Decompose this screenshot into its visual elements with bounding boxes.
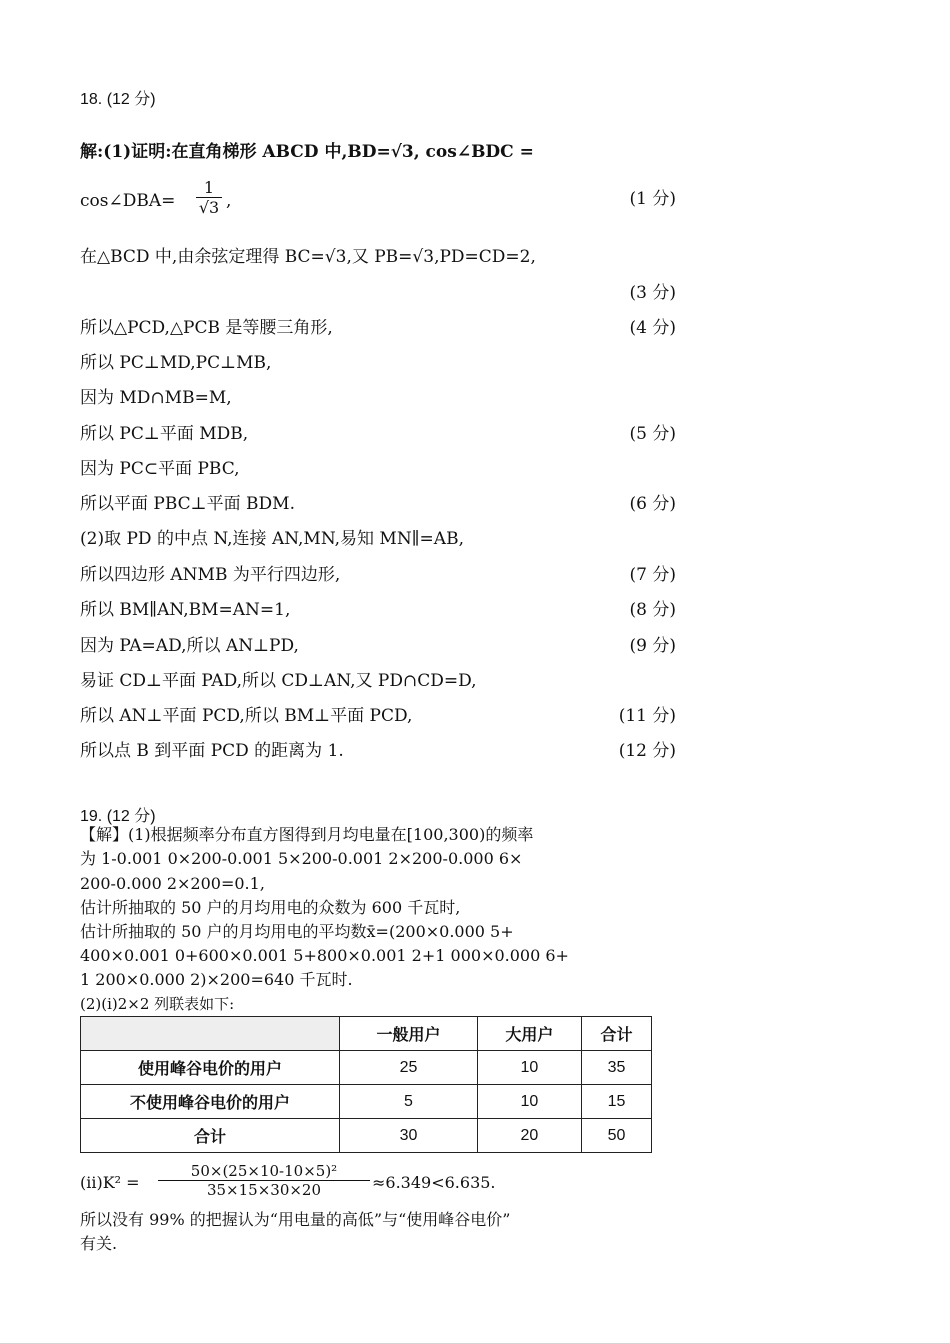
table-row-label: 合计 [81,1119,340,1153]
q19-heading: 19. (12 分) [80,808,156,825]
q18-fraction [196,178,222,217]
q18-heading: 18. (12 分) [80,91,156,108]
q19-line-6: 400×0.001 0+600×0.001 5+800×0.001 2+1 000×0.000 6+ [80,946,569,965]
table-header-cell [81,1017,340,1051]
k2-prefix: (ii)K² = [80,1173,140,1192]
score-11: (11 分) [618,706,676,726]
q18-line-9: 所以平面 PBC⊥平面 BDM. [80,494,295,514]
q19-line-5: 估计所抽取的 50 户的月均用电的平均数x̄=(200×0.000 5+ [80,922,514,941]
table-header-cell: 一般用户 [340,1017,478,1051]
score-9: (9 分) [629,636,676,656]
q18-line-16: 所以点 B 到平面 PCD 的距离为 1. [80,741,344,761]
q18-line-2: cos∠DBA= [80,191,176,211]
q18-fraction-denominator: √3 [196,197,222,217]
score-4: (4 分) [629,318,676,338]
k2-result: ≈6.349<6.635. [372,1173,496,1192]
q18-line-6: 因为 MD∩MB=M, [80,388,232,408]
k2-denominator: 35×15×30×20 [158,1180,370,1199]
table-cell: 5 [340,1085,478,1119]
table-row [81,1085,652,1119]
score-1: (1 分) [629,189,676,209]
table-row-label: 使用峰谷电价的用户 [81,1051,340,1085]
table-cell: 20 [477,1119,581,1153]
table-cell: 10 [477,1085,581,1119]
score-7: (7 分) [629,565,676,585]
k2-fraction [158,1162,370,1199]
table-cell: 50 [581,1119,651,1153]
q18-line-8: 因为 PC⊂平面 PBC, [80,459,240,479]
score-5: (5 分) [629,424,676,444]
table-header-cell: 大用户 [477,1017,581,1051]
q19-line-8: (2)(i)2×2 列联表如下: [80,995,235,1013]
q19-line-1: 【解】(1)根据频率分布直方图得到月均电量在[100,300)的频率 [80,825,534,844]
q18-fraction-tail: , [226,191,232,211]
q18-line-12: 所以 BM∥AN,BM=AN=1, [80,600,291,620]
table-row [81,1119,652,1153]
q18-line-15: 所以 AN⊥平面 PCD,所以 BM⊥平面 PCD, [80,706,413,726]
table-cell: 35 [581,1051,651,1085]
q19-line-3: 200-0.000 2×200=0.1, [80,874,265,893]
q19-conclusion-1: 所以没有 99% 的把握认为“用电量的高低”与“使用峰谷电价” [80,1210,511,1229]
q19-line-7: 1 200×0.000 2)×200=640 千瓦时. [80,970,353,989]
q18-line-14: 易证 CD⊥平面 PAD,所以 CD⊥AN,又 PD∩CD=D, [80,671,477,691]
score-8: (8 分) [629,600,676,620]
table-header-row [81,1017,652,1051]
table-cell: 10 [477,1051,581,1085]
q18-line-3: 在△BCD 中,由余弦定理得 BC=√3,又 PB=√3,PD=CD=2, [80,247,536,267]
table-header-cell: 合计 [581,1017,651,1051]
table-row-label: 不使用峰谷电价的用户 [81,1085,340,1119]
k2-numerator: 50×(25×10-10×5)² [190,1162,338,1180]
q18-line-7: 所以 PC⊥平面 MDB, [80,424,249,444]
q18-line-1: 解:(1)证明:在直角梯形 ABCD 中,BD=√3, cos∠BDC = [80,142,534,162]
table-cell: 25 [340,1051,478,1085]
q19-line-4: 估计所抽取的 50 户的月均用电的众数为 600 千瓦时, [80,898,461,917]
q19-line-2: 为 1-0.001 0×200-0.001 5×200-0.001 2×200-0.000 6× [80,849,523,868]
contingency-table [80,1016,652,1153]
q18-fraction-numerator: 1 [203,178,215,197]
score-6: (6 分) [629,494,676,514]
table-cell: 15 [581,1085,651,1119]
q18-line-10: (2)取 PD 的中点 N,连接 AN,MN,易知 MN∥=AB, [80,529,464,549]
q18-line-4: 所以△PCD,△PCB 是等腰三角形, [80,318,333,338]
q18-line-5: 所以 PC⊥MD,PC⊥MB, [80,353,272,373]
table-cell: 30 [340,1119,478,1153]
score-12: (12 分) [618,741,676,761]
q19-conclusion-2: 有关. [80,1234,118,1253]
q18-line-13: 因为 PA=AD,所以 AN⊥PD, [80,636,299,656]
table-row [81,1051,652,1085]
score-3: (3 分) [629,283,676,303]
q18-line-11: 所以四边形 ANMB 为平行四边形, [80,565,341,585]
